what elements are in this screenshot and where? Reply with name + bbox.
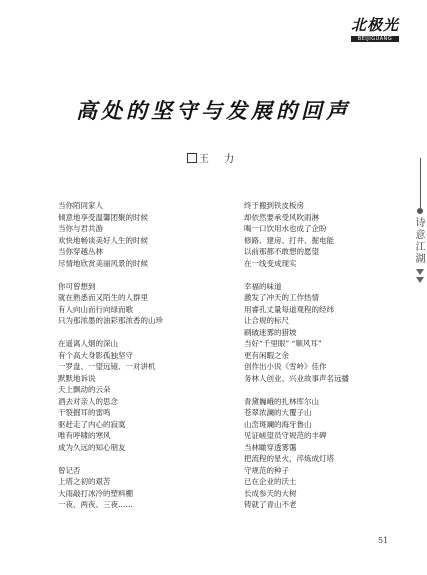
poem-line: 你可曾想到 xyxy=(58,281,96,291)
poem-line: 创作出小说《雪岭》佳作 xyxy=(244,362,327,371)
poem-line: 修路、建房、打井、掘电能 xyxy=(244,235,334,245)
poem-right-column xyxy=(244,200,349,511)
magazine-logo xyxy=(351,14,399,42)
poem-line: 一罗盘、一望远镜、一对讲机 xyxy=(58,362,156,371)
poem-line: 成为久远的知心朋友 xyxy=(58,442,126,452)
poem-line: 当你与君共游 xyxy=(58,224,103,233)
stanza-gap xyxy=(58,327,163,339)
poem-line: 当你陌同家人 xyxy=(58,201,103,210)
poem-line: 长成参天的大树 xyxy=(244,488,297,498)
poem-line: 只为那浓墨的油彩那浓香的山珍 xyxy=(58,316,163,325)
stanza-gap xyxy=(244,384,349,396)
poem-line: 天上飘动的云朵 xyxy=(58,385,111,394)
poem-line: 大雨敲打冰冷的塑料棚 xyxy=(58,488,133,498)
poem-line: 默默地诉说 xyxy=(58,373,96,383)
down-arrow-icon xyxy=(416,269,424,275)
poem-line: 激发了冲天的工作热情 xyxy=(244,293,319,302)
poem-line: 用睿孔丈量每道观程的经纬 xyxy=(244,304,334,314)
poem-line: 青黛巍峨的扎林库尔山 xyxy=(244,396,319,406)
stanza-gap xyxy=(244,269,349,281)
poem-line: 驱赶走了内心的寂寞 xyxy=(58,419,126,429)
poem-line: 酒去对亲人的思念 xyxy=(58,396,118,406)
poem-line: 却依然要承受风吹雨淋 xyxy=(244,212,319,222)
author-name: 王 力 xyxy=(198,154,241,165)
poem-line: 倾意地享受温馨团聚的时候 xyxy=(58,212,148,222)
side-label-char: 意 xyxy=(415,230,426,241)
stanza-gap xyxy=(58,453,163,465)
side-label-char: 湖 xyxy=(415,254,426,265)
page-number: 51 xyxy=(378,536,389,545)
poem-line: 见证嵯望员守规范的丰碑 xyxy=(244,431,327,440)
poem-line: 苍翠浓澜的大覆子山 xyxy=(244,408,312,417)
poem-line: 幸福的味道 xyxy=(244,281,282,291)
poem-line: 就在熟悉而又陌生的人群里 xyxy=(58,293,148,302)
poem-line: 当好“千里眼” “顺风耳” xyxy=(244,339,322,348)
poem-line: 上塔之初的艰苦 xyxy=(58,477,111,486)
author-line xyxy=(0,150,427,165)
poem-line: 铸就了青山不老 xyxy=(244,500,297,509)
down-arrow-icon xyxy=(416,277,424,283)
side-dot-icon xyxy=(417,208,423,214)
poem-line: 把流程的星火，淬炼成灯塔 xyxy=(244,454,334,463)
side-label-char: 诗 xyxy=(415,218,426,229)
logo-english: BEIJIGUANG xyxy=(351,36,399,42)
poem-line: 有人向山而行向绿而歌 xyxy=(58,304,133,314)
side-label-char: 江 xyxy=(415,242,426,253)
poem-line: 干裂掘耳的雷鸣 xyxy=(58,408,111,417)
logo-chinese: 北极光 xyxy=(350,16,399,34)
poem-line: 一夜、两夜、三夜…… xyxy=(58,500,133,509)
poem-line: 当你穿越丛林 xyxy=(58,247,103,256)
poem-line: 守规范的种子 xyxy=(244,465,289,475)
poem-line: 务林人创业、兴业故事声名远播 xyxy=(244,373,349,383)
poem-line: 以前那都不敢想的愿望 xyxy=(244,247,319,256)
poem-line: 已在企业的沃土 xyxy=(244,477,297,486)
stanza-gap xyxy=(58,269,163,281)
poem-line: 山峦斑斓的海牙鲁山 xyxy=(244,419,312,429)
poem-line: 有个高大身影孤独坚守 xyxy=(58,350,133,360)
poem-line: 刷破迷雾的猎坡 xyxy=(244,327,297,337)
poem-line: 终于搬到铁皮板房 xyxy=(244,201,304,210)
side-line xyxy=(420,158,421,208)
poem-line: 在遥离人烟的深山 xyxy=(58,339,118,348)
poem-line: 欢快地畅谈美好人生的时候 xyxy=(58,235,148,245)
poem-line: 当林瞰穿透雾霭 xyxy=(244,442,297,452)
poem-line: 喝一口饮用水也成了企盼 xyxy=(244,224,327,233)
poem-line: 让合规的标尺 xyxy=(244,316,289,325)
side-label xyxy=(414,218,427,266)
poem-line: 在一线变成现实 xyxy=(244,258,297,268)
poem-left-column xyxy=(58,200,163,511)
author-box-icon xyxy=(187,153,197,163)
article-title: 高处的坚守与发展的回声 xyxy=(76,98,351,123)
poem-line: 唯有呼啸的寒风 xyxy=(58,431,111,440)
poem-line: 更有闲暇之余 xyxy=(244,350,289,360)
poem-line: 尽情地欣赏美丽风景的时候 xyxy=(58,258,148,268)
poem-line: 曾记否 xyxy=(58,465,81,475)
